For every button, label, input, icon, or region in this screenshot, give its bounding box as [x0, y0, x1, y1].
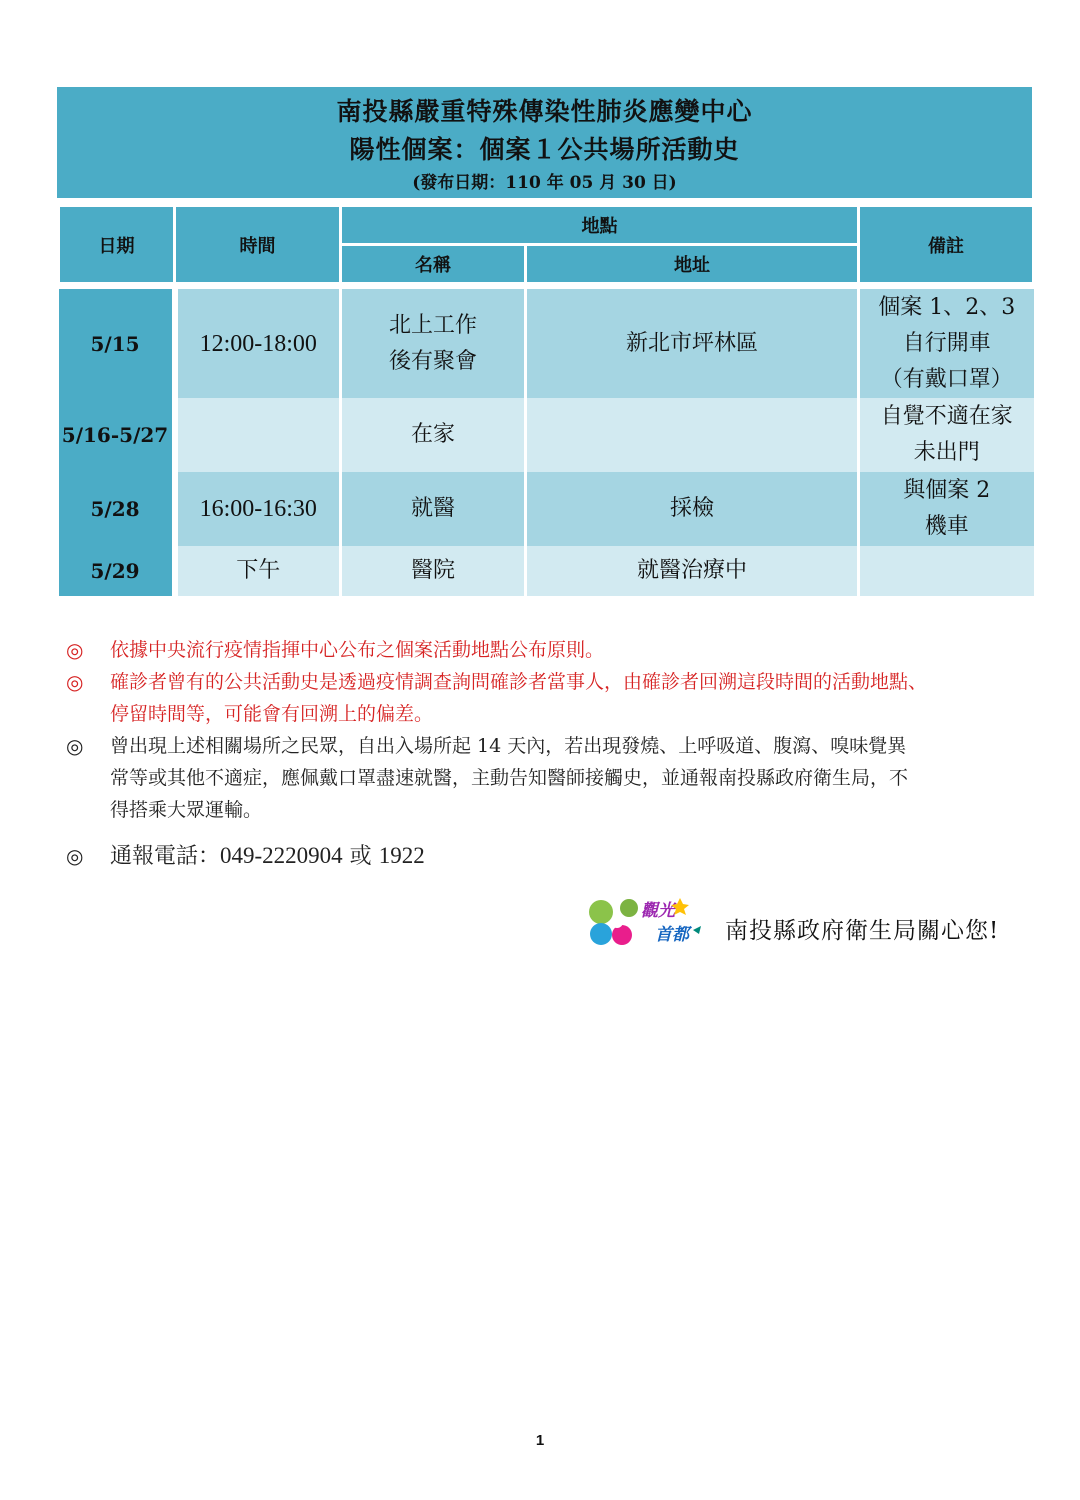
note-item [62, 840, 1042, 873]
row-time: 下午 [175, 546, 341, 596]
bullet-icon: ◎ [66, 844, 84, 868]
row-note-line: （有戴口罩） [880, 366, 1013, 392]
row-address: 就醫治療中 [526, 546, 859, 596]
svg-text:首都: 首都 [655, 925, 689, 945]
table-header-row [59, 206, 1034, 245]
case-title: 陽性個案：個案１公共場所活動史 [349, 135, 740, 164]
care-slogan: 南投縣政府衛生局關心您! [725, 918, 1000, 944]
row-note-line: 機車 [924, 514, 969, 539]
bullet-icon: ◎ [66, 734, 84, 758]
tourism-capital-logo [585, 890, 710, 948]
col-header-time: 時間 [175, 206, 341, 284]
publish-date: (發布日期：110 年 05 月 30 日) [412, 173, 677, 193]
row-note [859, 546, 1034, 596]
col-header-name: 名稱 [341, 245, 526, 284]
row-date: 5/15 [59, 289, 175, 398]
svg-text:觀光: 觀光 [641, 901, 675, 921]
table-row [59, 546, 1034, 596]
row-date: 5/28 [59, 472, 175, 546]
note-text: 依據中央流行疫情指揮中心公布之個案活動地點公布原則。 [110, 639, 605, 661]
note-item [62, 666, 1042, 730]
row-name: 醫院 [341, 546, 526, 596]
activity-table [57, 204, 1035, 596]
col-header-place: 地點 [341, 206, 859, 245]
bullet-icon: ◎ [66, 638, 84, 662]
table-row [59, 289, 1034, 398]
note-text: 曾出現上述相關場所之民眾，自出入場所起 14 天內，若出現發燒、上呼吸道、腹瀉、嗅味覺異 [110, 735, 907, 757]
row-address: 新北市坪林區 [526, 289, 859, 398]
row-name-line: 北上工作 [388, 312, 477, 338]
row-name [341, 289, 526, 398]
hotline-label: 通報電話： [110, 844, 221, 869]
row-name-line: 後有聚會 [388, 348, 477, 374]
row-time: 12:00-18:00 [175, 289, 341, 398]
footer [585, 890, 1035, 950]
note-text: 常等或其他不適症，應佩戴口罩盡速就醫，主動告知醫師接觸史，並通報南投縣政府衛生局，不 [110, 767, 909, 789]
row-note-line: 個案 1、2、3 [878, 294, 1016, 320]
row-address [526, 398, 859, 472]
notes-section [62, 634, 1042, 873]
bullet-icon: ◎ [66, 670, 84, 694]
table-row [59, 472, 1034, 546]
hotline-or: 或 [342, 844, 379, 869]
row-note [859, 289, 1034, 398]
title-band [57, 87, 1032, 204]
note-item [62, 634, 1042, 666]
row-note [859, 472, 1034, 546]
row-date: 5/16-5/27 [59, 398, 175, 472]
note-text: 得搭乘大眾運輸。 [110, 799, 263, 821]
note-text: 確診者曾有的公共活動史是透過疫情調查詢問確診者當事人，由確診者回溯這段時間的活動地點、 [110, 671, 928, 693]
row-note-line: 未出門 [913, 440, 980, 465]
col-header-note: 備註 [859, 206, 1034, 284]
row-note-line: 自行開車 [902, 330, 991, 356]
row-address: 採檢 [526, 472, 859, 546]
note-text: 停留時間等，可能會有回溯上的偏差。 [110, 703, 434, 725]
col-header-date: 日期 [59, 206, 175, 284]
table-row [59, 398, 1034, 472]
hotline [110, 840, 1042, 873]
note-item [62, 730, 1042, 826]
page-number: 1 [535, 1432, 545, 1449]
row-note [859, 398, 1034, 472]
row-time [175, 398, 341, 472]
col-header-address: 地址 [526, 245, 859, 284]
row-date: 5/29 [59, 546, 175, 596]
row-name: 在家 [341, 398, 526, 472]
row-note-line: 與個案 2 [903, 478, 991, 503]
agency-title: 南投縣嚴重特殊傳染性肺炎應變中心 [336, 97, 753, 126]
hotline-number: 049-2220904 [220, 843, 343, 868]
row-time: 16:00-16:30 [175, 472, 341, 546]
row-note-line: 自覺不適在家 [880, 404, 1013, 429]
hotline-alt-number: 1922 [378, 843, 425, 868]
announcement-sheet [57, 87, 1032, 596]
row-name: 就醫 [341, 472, 526, 546]
